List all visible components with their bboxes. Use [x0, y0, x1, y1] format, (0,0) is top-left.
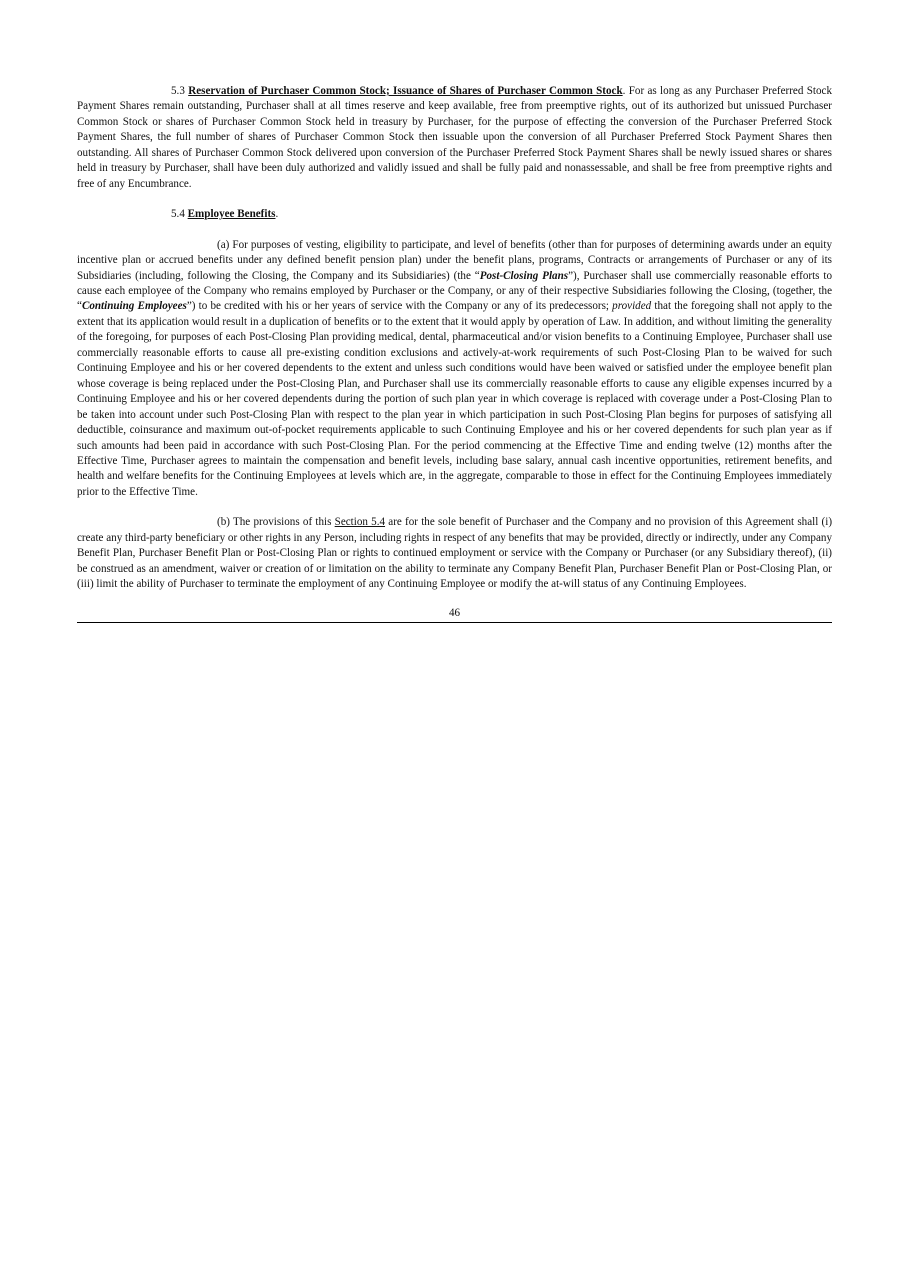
defined-term-post-closing-plans: Post-Closing Plans: [479, 269, 569, 282]
para-b-text-1: (b) The provisions of this: [217, 516, 335, 529]
section-5-4-b-paragraph: [77, 515, 832, 592]
section-5-4-number: 5.4: [171, 208, 188, 221]
document-page: [77, 84, 832, 623]
footer-rule: [77, 622, 832, 623]
section-5-4-cross-reference: Section 5.4: [334, 516, 386, 529]
para-a-text-3: ”) to be credited with his or her years of service with the Company or any of its predecessors;: [186, 300, 613, 313]
para-a-text-4: that the foregoing shall not apply to the extent that its application would result in a duplication of benefits or to the extent that it would apply by operation of Law. In addition, and without limiting the generality of the foregoing, for purposes of each Post-Closing Plan providing medical, dental, pharmaceutical and/or vision benefits to a Continuing Employee, Purchaser shall use commercially reasonable efforts to cause all pre-existing condition exclusions and actively-at-work requirements of such Post-Closing Plan to be waived for such Continuing Employee and his or her covered dependents to the extent and unless such conditions would have been waived or satisfied under the employee benefit plan whose coverage is being replaced under the Post-Closing Plan, and Purchaser shall use its commercially reasonable efforts to cause any eligible expenses incurred by a Continuing Employee and his or her covered dependents during the portion of such plan year in which coverage is replaced with coverage under a Post-Closing Plan to be taken into account under such Post-Closing Plan with respect to the plan year in which participation in such Post-Closing Plan begins for purposes of satisfying all deductible, coinsurance and maximum out-of-pocket requirements applicable to such Continuing Employee and his or her covered dependents for such plan year as if such amounts had been paid in accordance with such Post-Closing Plan. For the period commencing at the Effective Time and ending twelve (12) months after the Effective Time, Purchaser agrees to maintain the compensation and benefit levels, including base salary, annual cash incentive opportunities, retirement benefits, and health and welfare benefits for the Continuing Employees at levels which are, in the aggregate, comparable to those in effect for the Continuing Employees immediately prior to the Effective Time.: [77, 300, 832, 498]
section-5-4-a-paragraph: [77, 238, 832, 501]
provided-keyword: provided: [612, 300, 652, 313]
para-a-text-2: ”), Purchaser shall use commercially reasonable efforts to cause each employee of the Company who remains employed by Purchaser or the Company, or any of their respective Subsidiaries following the Closing, (together, the “: [77, 269, 833, 313]
section-5-4-title: Employee Benefits: [187, 208, 276, 221]
para-b-text-2: are for the sole benefit of Purchaser and the Company and no provision of this Agreement shall (i) create any third-party beneficiary or other rights in any Person, including rights in respect of any benefits that may be provided, directly or indirectly, under any Company Benefit Plan, Purchaser Benefit Plan or Post-Closing Plan or rights to continued employment or service with the Company or Purchaser (or any Subsidiary thereof), (ii) be construed as an amendment, waiver or creation of or limitation on the ability to terminate any Company Benefit Plan, Purchaser Benefit Plan or Post-Closing Plan, or (iii) limit the ability of Purchaser to terminate the employment of any Continuing Employee or modify the at-will status of any Continuing Employees.: [77, 516, 833, 591]
section-5-3-number: 5.3: [171, 85, 189, 97]
section-5-4-period: .: [275, 208, 279, 221]
section-5-3-paragraph: [77, 84, 832, 192]
page-number: 46: [448, 606, 461, 619]
para-a-text-1: (a) For purposes of vesting, eligibility to participate, and level of benefits (other than for purposes of determining awards under an equity incentive plan or accrued benefits under any defined benefit pension plan) under the benefit plans, programs, Contracts or arrangements of Purchaser or any of its Subsidiaries (including, following the Closing, the Company and its Subsidiaries) (the “: [77, 238, 832, 282]
defined-term-continuing-employees: Continuing Employees: [81, 300, 187, 313]
section-5-4-heading: [77, 207, 832, 222]
section-5-3-body: . For as long as any Purchaser Preferred Stock Payment Shares remain outstanding, Purchaser shall at all times reserve and keep available, free from preemptive rights, out of its authorized but unissued Purchaser Common Stock or shares of Purchaser Common Stock held in treasury by Purchaser, for the purpose of effecting the conversion of the Purchaser Preferred Stock Payment Shares, the full number of shares of Purchaser Common Stock then issuable upon the conversion of all Purchaser Preferred Stock Payment Shares then outstanding. All shares of Purchaser Common Stock delivered upon conversion of the Purchaser Preferred Stock Payment Shares shall be newly issued shares or shares held in treasury by Purchaser, shall have been duly authorized and validly issued and shall be fully paid and nonassessable, and shall be free from preemptive rights and free of any Encumbrance.: [77, 85, 832, 190]
section-5-3-title: Reservation of Purchaser Common Stock; Issuance of Shares of Purchaser Common Stock: [188, 85, 623, 97]
